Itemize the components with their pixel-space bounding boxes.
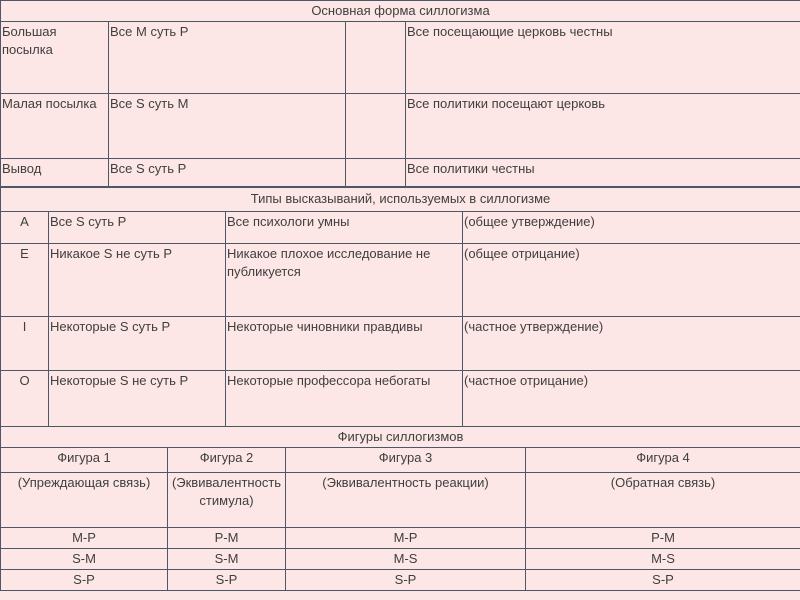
premise: M-P xyxy=(1,528,168,549)
example: Все психологи умны xyxy=(226,212,463,244)
row-label: Вывод xyxy=(1,159,109,188)
formula: Никакое S не суть Р xyxy=(49,244,226,317)
conclusion: S-P xyxy=(286,570,526,591)
figure-description: (Эквивалентность стимула) xyxy=(168,473,286,528)
formula: Все М суть Р xyxy=(109,22,346,94)
table-row xyxy=(1,22,800,94)
basic-form-title: Основная форма силлогизма xyxy=(1,1,800,22)
table-row xyxy=(1,570,800,591)
example: Все посещающие церковь честны xyxy=(406,22,800,94)
figure-header: Фигура 4 xyxy=(526,448,800,473)
figures-title: Фигуры силлогизмов xyxy=(1,427,800,448)
table-row xyxy=(1,244,800,317)
figure-description: (Эквивалентность реакции) xyxy=(286,473,526,528)
table-row xyxy=(1,371,800,427)
statement-types-title: Типы высказываний, используемых в силлогизме xyxy=(1,187,800,212)
conclusion: S-P xyxy=(526,570,800,591)
table-row xyxy=(1,317,800,371)
code: O xyxy=(1,371,49,427)
premise: S-M xyxy=(168,549,286,570)
example: Некоторые профессора небогаты xyxy=(226,371,463,427)
premise: M-P xyxy=(286,528,526,549)
conclusion: S-P xyxy=(168,570,286,591)
formula: Все S суть Р xyxy=(109,159,346,188)
type: (общее утверждение) xyxy=(463,212,800,244)
formula: Все S суть Р xyxy=(49,212,226,244)
basic-form-table xyxy=(0,0,800,188)
figure-header: Фигура 2 xyxy=(168,448,286,473)
empty-cell xyxy=(346,159,406,188)
empty-cell xyxy=(346,22,406,94)
table-row xyxy=(1,212,800,244)
row-label: Большая посылка xyxy=(1,22,109,94)
figure-header: Фигура 1 xyxy=(1,448,168,473)
conclusion: S-P xyxy=(1,570,168,591)
premise: P-M xyxy=(168,528,286,549)
formula: Некоторые S не суть Р xyxy=(49,371,226,427)
table-row xyxy=(1,159,800,188)
formula: Некоторые S суть Р xyxy=(49,317,226,371)
example: Никакое плохое исследование не публикуется xyxy=(226,244,463,317)
figure-header: Фигура 3 xyxy=(286,448,526,473)
figure-descriptions xyxy=(1,473,800,528)
table-row xyxy=(1,549,800,570)
type: (общее отрицание) xyxy=(463,244,800,317)
example: Все политики честны xyxy=(406,159,800,188)
row-label: Малая посылка xyxy=(1,94,109,159)
table-row xyxy=(1,94,800,159)
empty-cell xyxy=(346,94,406,159)
code: I xyxy=(1,317,49,371)
premise: P-M xyxy=(526,528,800,549)
figures-table xyxy=(0,426,800,591)
formula: Все S суть М xyxy=(109,94,346,159)
premise: M-S xyxy=(286,549,526,570)
premise: S-M xyxy=(1,549,168,570)
table-row xyxy=(1,528,800,549)
type: (частное отрицание) xyxy=(463,371,800,427)
premise: M-S xyxy=(526,549,800,570)
example: Все политики посещают церковь xyxy=(406,94,800,159)
statement-types-table xyxy=(0,186,800,427)
example: Некоторые чиновники правдивы xyxy=(226,317,463,371)
type: (частное утверждение) xyxy=(463,317,800,371)
figure-headers xyxy=(1,448,800,473)
code: E xyxy=(1,244,49,317)
code: A xyxy=(1,212,49,244)
figure-description: (Обратная связь) xyxy=(526,473,800,528)
figure-description: (Упреждающая связь) xyxy=(1,473,168,528)
